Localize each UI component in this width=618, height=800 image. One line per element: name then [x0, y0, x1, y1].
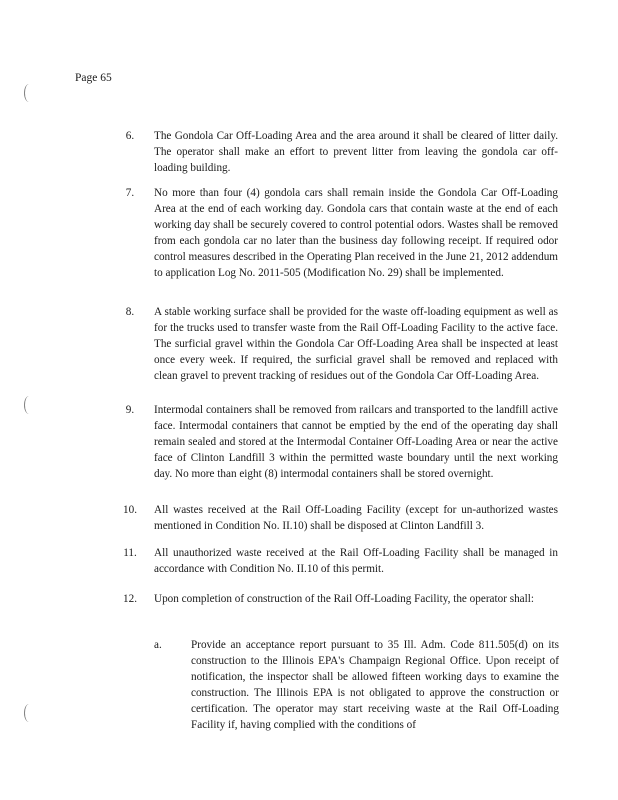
item-text: A stable working surface shall be provided for the waste off-loading equipment as well as for the trucks used to transfer waste from the Rail Off-Loading Facility to the active face. The surficial gravel within the Gondola Car Off-Loading Area shall be inspected at least once every week. If required, the surficial gravel shall be removed and replaced with clean gravel to prevent tracking of residues out of the Gondola Car Off-Loading Area.: [154, 306, 558, 382]
punch-mark-top: [24, 84, 34, 102]
item-number: 8.: [125, 306, 135, 318]
punch-mark-middle: [24, 396, 34, 414]
item-number: 6.: [125, 130, 135, 142]
item-text: All wastes received at the Rail Off-Loading Facility (except for un-authorized wastes mentioned in Condition No. II.10) shall be disposed at Clinton Landfill 3.: [154, 504, 558, 532]
item-text: The Gondola Car Off-Loading Area and the area around it shall be cleared of litter daily. The operator shall make an effort to prevent litter from leaving the gondola car off-loading building.: [154, 130, 558, 174]
item-number: 7.: [125, 187, 135, 199]
punch-mark-bottom: [24, 704, 34, 722]
page-number: Page 65: [75, 72, 112, 84]
item-text: Upon completion of construction of the Rail Off-Loading Facility, the operator shall:: [154, 593, 534, 605]
item-number: 12.: [123, 593, 137, 605]
item-number: 10.: [123, 504, 137, 516]
subitem-text: Provide an acceptance report pursuant to 35 Ill. Adm. Code 811.505(d) on its construction to the Illinois EPA's Champaign Regional Office. Upon receipt of notification, the inspector shall be allowed fifteen working days to examine the construction. The Illinois EPA is not obligated to approve the construction or certification. The operator may start receiving waste at the Rail Off-Loading Facility if, having complied with the conditions of: [191, 639, 559, 731]
item-number: 9.: [125, 404, 135, 416]
item-text: Intermodal containers shall be removed from railcars and transported to the landfill active face. Intermodal containers that cannot be emptied by the end of the operating day shall remain sealed and stored at the Intermodal Container Off-Loading Area or near the active face of Clinton Landfill 3 within the permitted waste boundary until the next working day. No more than eight (8) intermodal containers shall be stored overnight.: [154, 404, 558, 480]
item-number: 11.: [123, 547, 137, 559]
subitem-letter: a.: [154, 639, 162, 651]
item-text: All unauthorized waste received at the Rail Off-Loading Facility shall be managed in accordance with Condition No. II.10 of this permit.: [154, 547, 558, 575]
item-text: No more than four (4) gondola cars shall remain inside the Gondola Car Off-Loading Area at the end of each working day. Gondola cars that contain waste at the end of each working day shall be securely covered to control potential odors. Wastes shall be removed from each gondola car no later than the business day following receipt. If required odor control measures described in the Operating Plan received in the June 21, 2012 addendum to application Log No. 2011-505 (Modification No. 29) shall be implemented.: [154, 187, 558, 279]
